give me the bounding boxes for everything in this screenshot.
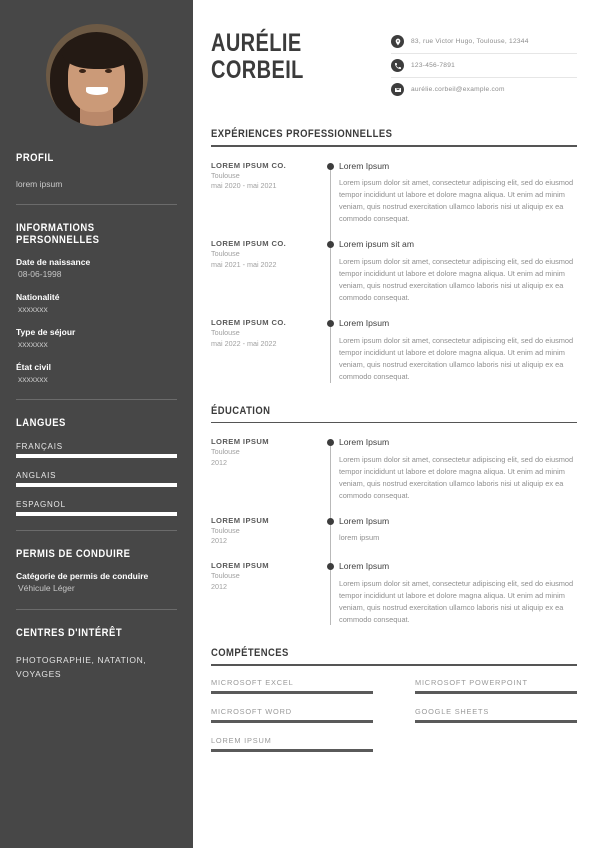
field-value: xxxxxxx	[18, 303, 48, 314]
entry-date: mai 2021 - mai 2022	[211, 259, 277, 269]
entry-body	[339, 161, 577, 226]
timeline-marker	[323, 437, 339, 502]
entry-location: Toulouse	[211, 525, 240, 535]
section-rule	[211, 664, 577, 666]
sidebar-heading-profil: PROFIL	[16, 152, 54, 164]
field-value: Véhicule Léger	[18, 583, 75, 594]
skill-bar-fill	[415, 691, 577, 694]
section-heading: ÉDUCATION	[211, 404, 271, 417]
language-item-espagnol	[16, 500, 177, 516]
entry-description: Lorem ipsum dolor sit amet, consectetur adipiscing elit, sed do eiusmod tempor incididunt ut labore et dolore magna aliqua. Ut enim ad minim veniam, quis nostrud exercitation ullamco laboris nisi ut aliquip ex ea commodo consequat.	[339, 256, 574, 302]
entry-organization: LOREM IPSUM CO.	[211, 160, 287, 170]
field-type-de-sejour	[16, 327, 177, 351]
last-name: CORBEIL	[211, 56, 304, 84]
entry-location: Toulouse	[211, 571, 240, 581]
skill-bar-track	[415, 691, 577, 694]
entry-description: lorem ipsum	[339, 533, 380, 543]
timeline-dot-icon	[327, 563, 334, 570]
entry-date: 2012	[211, 581, 227, 591]
skill-label: MICROSOFT WORD	[211, 706, 292, 716]
field-label: Nationalité	[16, 292, 60, 303]
language-item-anglais	[16, 471, 177, 487]
language-bar-fill	[16, 512, 177, 516]
entry-meta	[211, 239, 323, 304]
timeline-marker	[323, 516, 339, 547]
entry-title: Lorem ipsum sit am	[339, 239, 414, 250]
entry-body	[339, 318, 577, 383]
entry-description: Lorem ipsum dolor sit amet, consectetur adipiscing elit, sed do eiusmod tempor incididunt ut labore et dolore magna aliqua. Ut enim ad minim veniam, quis nostrud exercitation ullamco laboris nisi ut aliquip ex ea commodo consequat.	[339, 335, 574, 381]
page-title	[211, 30, 327, 84]
entry-organization: LOREM IPSUM	[211, 560, 269, 570]
skill-bar-fill	[211, 749, 373, 752]
timeline-dot-icon	[327, 320, 334, 327]
avatar-container	[16, 0, 177, 126]
entry-location: Toulouse	[211, 447, 240, 457]
skill-bar-track	[211, 749, 373, 752]
skill-item	[211, 707, 394, 723]
timeline-dot-icon	[327, 439, 334, 446]
field-label: Date de naissance	[16, 257, 91, 268]
experience-entry	[211, 318, 577, 383]
skill-label: LOREM IPSUM	[211, 735, 272, 745]
entry-description: Lorem ipsum dolor sit amet, consectetur adipiscing elit, sed do eiusmod tempor incididunt ut labore et dolore magna aliqua. Ut enim ad minim veniam, quis nostrud exercitation ullamco laboris nisi ut aliquip ex ea commodo consequat.	[339, 178, 574, 224]
location-pin-icon	[391, 35, 404, 48]
resume-header	[211, 30, 577, 106]
section-heading: EXPÉRIENCES PROFESSIONNELLES	[211, 128, 393, 140]
envelope-icon	[391, 83, 404, 96]
field-label: Type de séjour	[16, 326, 76, 337]
phone-icon	[391, 59, 404, 72]
entry-description: Lorem ipsum dolor sit amet, consectetur adipiscing elit, sed do eiusmod tempor incididunt ut labore et dolore magna aliqua. Ut enim ad minim veniam, quis nostrud exercitation ullamco laboris nisi ut aliquip ex ea commodo consequat.	[339, 578, 574, 624]
contact-text: 123-456-7891	[411, 62, 456, 69]
experience-entry	[211, 161, 577, 226]
contact-email[interactable]	[391, 83, 577, 101]
education-entry	[211, 516, 577, 547]
entry-meta	[211, 161, 323, 226]
language-bar-track	[16, 454, 177, 458]
entry-body	[339, 239, 577, 304]
section-education	[211, 405, 577, 626]
language-label: ESPAGNOL	[16, 500, 66, 510]
entry-date: 2012	[211, 457, 227, 467]
experience-entry	[211, 239, 577, 304]
entry-body	[339, 437, 577, 502]
entry-body	[339, 516, 577, 547]
language-bar-track	[16, 512, 177, 516]
avatar-eye-right	[105, 69, 112, 73]
field-label: État civil	[16, 361, 51, 372]
contact-address[interactable]	[391, 35, 577, 54]
sidebar-heading-langues: LANGUES	[16, 417, 66, 430]
entry-title: Lorem Ipsum	[339, 560, 390, 571]
education-entry	[211, 561, 577, 626]
avatar-hair-front	[62, 34, 131, 69]
skill-bar-track	[211, 691, 373, 694]
contact-phone[interactable]	[391, 59, 577, 78]
field-value: 08-06-1998	[18, 269, 62, 280]
entry-title: Lorem Ipsum	[339, 437, 390, 448]
sidebar-heading-informations-personnelles: INFORMATIONS PERSONNELLES	[16, 222, 100, 247]
timeline-marker	[323, 561, 339, 626]
entry-description: Lorem ipsum dolor sit amet, consectetur adipiscing elit, sed do eiusmod tempor incididunt ut labore et dolore magna aliqua. Ut enim ad minim veniam, quis nostrud exercitation ullamco laboris nisi ut aliquip ex ea commodo consequat.	[339, 454, 574, 500]
entry-organization: LOREM IPSUM	[211, 515, 269, 525]
timeline-line	[330, 525, 331, 563]
skill-item	[211, 736, 394, 752]
main-content	[193, 0, 600, 848]
skill-bar-track	[211, 720, 373, 723]
section-rule	[211, 145, 577, 147]
skill-item	[394, 707, 577, 723]
timeline-line	[330, 170, 331, 242]
skill-item	[211, 678, 394, 694]
skill-bar-fill	[211, 720, 373, 723]
entry-location: Toulouse	[211, 249, 240, 259]
entry-body	[339, 561, 577, 626]
education-entry	[211, 437, 577, 502]
timeline-line	[330, 446, 331, 518]
language-label: FRANÇAIS	[16, 442, 63, 452]
timeline-dot-icon	[327, 163, 334, 170]
language-bar-fill	[16, 454, 177, 458]
profil-text: lorem ipsum	[16, 179, 63, 189]
contact-list	[391, 30, 577, 106]
timeline-line	[330, 327, 331, 383]
field-date-de-naissance	[16, 257, 177, 281]
interests-text: PHOTOGRAPHIE, NATATION, VOYAGES	[16, 655, 147, 680]
entry-meta	[211, 318, 323, 383]
entry-meta	[211, 561, 323, 626]
timeline-marker	[323, 318, 339, 383]
timeline-dot-icon	[327, 241, 334, 248]
timeline-dot-icon	[327, 518, 334, 525]
contact-text: aurélie.corbeil@example.com	[411, 86, 505, 93]
first-name: AURÉLIE	[211, 29, 302, 57]
timeline-marker	[323, 239, 339, 304]
timeline-line	[330, 248, 331, 320]
language-label: ANGLAIS	[16, 471, 57, 481]
field-label: Catégorie de permis de conduire	[16, 571, 149, 582]
language-item-francais	[16, 442, 177, 458]
entry-title: Lorem Ipsum	[339, 317, 390, 328]
entry-organization: LOREM IPSUM	[211, 437, 269, 447]
section-experience	[211, 128, 577, 383]
entry-location: Toulouse	[211, 170, 240, 180]
skill-item	[394, 678, 577, 694]
entry-date: mai 2022 - mai 2022	[211, 338, 277, 348]
entry-date: mai 2020 - mai 2021	[211, 181, 277, 191]
field-categorie-permis	[16, 571, 177, 595]
field-nationalite	[16, 292, 177, 316]
contact-text: 83, rue Victor Hugo, Toulouse, 12344	[411, 38, 529, 45]
skills-grid	[211, 678, 577, 765]
entry-meta	[211, 437, 323, 502]
entry-location: Toulouse	[211, 328, 240, 338]
skill-label: MICROSOFT EXCEL	[211, 677, 294, 687]
language-bar-track	[16, 483, 177, 487]
entry-organization: LOREM IPSUM CO.	[211, 317, 287, 327]
field-etat-civil	[16, 362, 177, 386]
skill-label: GOOGLE SHEETS	[415, 706, 490, 716]
language-bar-fill	[16, 483, 177, 487]
skill-bar-fill	[415, 720, 577, 723]
field-value: xxxxxxx	[18, 373, 48, 384]
field-value: xxxxxxx	[18, 338, 48, 349]
timeline-marker	[323, 161, 339, 226]
timeline-line	[330, 570, 331, 626]
sidebar	[0, 0, 193, 848]
skill-bar-track	[415, 720, 577, 723]
entry-meta	[211, 516, 323, 547]
section-rule	[211, 422, 577, 424]
skill-bar-fill	[211, 691, 373, 694]
avatar	[46, 24, 148, 126]
entry-title: Lorem Ipsum	[339, 515, 390, 526]
section-skills	[211, 647, 577, 765]
entry-organization: LOREM IPSUM CO.	[211, 239, 287, 249]
entry-date: 2012	[211, 536, 227, 546]
skill-label: MICROSOFT POWERPOINT	[415, 677, 528, 687]
section-heading: COMPÉTENCES	[211, 647, 289, 660]
entry-title: Lorem Ipsum	[339, 160, 390, 171]
sidebar-heading-permis-de-conduire: PERMIS DE CONDUIRE	[16, 548, 131, 561]
sidebar-heading-centres-dinteret: CENTRES D'INTÉRÊT	[16, 627, 123, 640]
